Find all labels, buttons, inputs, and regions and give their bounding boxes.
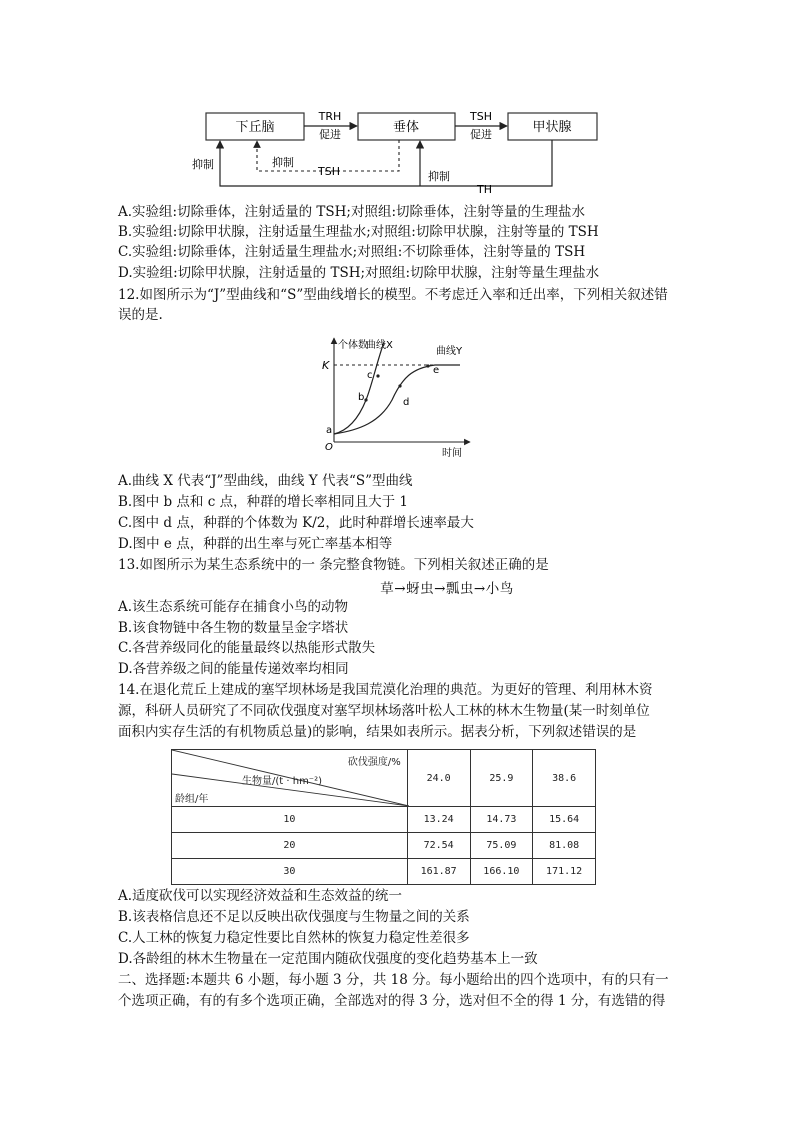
- col-header-2: 25.9: [470, 750, 533, 807]
- q14-option-b: B.该表格信息还不足以反映出砍伐强度与生物量之间的关系: [118, 909, 470, 925]
- q12-option-d: D.图中 e 点，种群的出生率与死亡率基本相等: [118, 536, 393, 552]
- q13-stem: 13.如图所示为某生态系统中的一 条完整食物链。下列相关叙述正确的是: [118, 557, 549, 573]
- q14-option-a: A.适度砍伐可以实现经济效益和生态效益的统一: [118, 888, 403, 904]
- row-age: 20: [172, 833, 408, 859]
- cell: 81.08: [533, 833, 596, 859]
- q13-option-a: A.该生态系统可能存在捕食小鸟的动物: [118, 599, 349, 615]
- section2-line2: 个选项正确，有的有多个选项正确，全部选对的得 3 分，选对但不全的得 1 分，有选错的得: [118, 993, 666, 1009]
- point-b: [364, 398, 367, 401]
- table-header-diagonal-cell: [172, 750, 408, 807]
- q11-option-c: C.实验组:切除垂体，注射适量生理盐水;对照组:不切除垂体，注射等量的 TSH: [118, 244, 586, 260]
- biomass-table: [171, 749, 596, 885]
- cell: 75.09: [470, 833, 533, 859]
- series-label-x: 曲线X: [366, 340, 393, 351]
- q11-option-d: D.实验组:切除甲状腺，注射适量的 TSH;对照组:切除甲状腺，注射等量生理盐水: [118, 265, 600, 281]
- q11-option-b: B.实验组:切除甲状腺，注射适量生理盐水;对照组:切除甲状腺，注射等量的 TSH: [118, 224, 599, 240]
- table-row: [172, 833, 596, 859]
- q13-option-c: C.各营养级同化的能量最终以热能形式散失: [118, 640, 376, 656]
- label-promote-1: 促进: [319, 128, 341, 141]
- col-header-3: 38.6: [533, 750, 596, 807]
- label-inhibit-right: 抑制: [428, 170, 450, 183]
- label-inhibit-left: 抑制: [192, 158, 214, 171]
- th-feedback-line: [220, 140, 552, 186]
- q12-option-a: A.曲线 X 代表“J”型曲线，曲线 Y 代表“S”型曲线: [118, 473, 413, 489]
- header-biomass: 生物量/(t · hm⁻²): [242, 776, 322, 787]
- box-label-hypothalamus: 下丘脑: [235, 120, 275, 135]
- q14-option-d: D.各龄组的林木生物量在一定范围内随砍伐强度的变化趋势基本上一致: [118, 951, 538, 967]
- hormone-regulation-diagram: [0, 0, 794, 200]
- q14-stem-line3: 面积内实存生活的有机物质总量)的影响，结果如表所示。据表分析，下列叙述错误的是: [118, 724, 637, 740]
- point-c: [376, 374, 379, 377]
- food-chain-row: [0, 577, 794, 597]
- population-growth-chart: [300, 330, 500, 465]
- point-label-b: b: [358, 392, 365, 403]
- cell: 13.24: [407, 807, 470, 833]
- cell: 15.64: [533, 807, 596, 833]
- col-header-1: 24.0: [407, 750, 470, 807]
- point-label-c: c: [367, 370, 373, 381]
- label-dashed-tsh: TSH: [318, 165, 340, 178]
- label-promote-2: 促进: [470, 128, 492, 141]
- point-d: [398, 384, 401, 387]
- curve-y-s: [334, 365, 460, 434]
- row-age: 10: [172, 807, 408, 833]
- cell: 171.12: [533, 859, 596, 885]
- series-label-y: 曲线Y: [436, 346, 463, 357]
- point-e: [426, 364, 429, 367]
- q11-option-a: A.实验组:切除垂体，注射适量的 TSH;对照组:切除垂体，注射等量的生理盐水: [118, 204, 586, 220]
- q13-option-d: D.各营养级之间的能量传递效率均相同: [118, 661, 349, 677]
- point-label-d: d: [403, 397, 410, 408]
- k-label: K: [322, 359, 330, 372]
- q12-option-c: C.图中 d 点，种群的个体数为 K/2，此时种群增长速率最大: [118, 515, 474, 531]
- label-dashed-inhibit: 抑制: [272, 156, 294, 169]
- q14-stem-line1: 14.在退化荒丘上建成的塞罕坝林场是我国荒漠化治理的典范。为更好的管理、利用林木资: [118, 682, 653, 698]
- cell: 72.54: [407, 833, 470, 859]
- x-axis-label: 时间: [442, 448, 462, 459]
- y-axis-label: 个体数: [338, 340, 368, 351]
- curve-x-j: [334, 342, 384, 434]
- cell: 166.10: [470, 859, 533, 885]
- box-label-thyroid: 甲状腺: [532, 120, 572, 135]
- header-age-group: 龄组/年: [175, 794, 209, 805]
- box-label-pituitary: 垂体: [392, 120, 420, 135]
- origin-label: O: [325, 442, 333, 453]
- cell: 161.87: [407, 859, 470, 885]
- q12-stem-line1: 12.如图所示为“J”型曲线和“S”型曲线增长的模型。不考虑迁入率和迁出率，下列相关叙述错: [118, 287, 668, 303]
- q12-option-b: B.图中 b 点和 c 点，种群的增长率相同且大于 1: [118, 494, 408, 510]
- label-tsh: TSH: [470, 110, 492, 123]
- table-row: [172, 807, 596, 833]
- row-age: 30: [172, 859, 408, 885]
- label-th: TH: [477, 183, 492, 196]
- q14-stem-line2: 源，科研人员研究了不同砍伐强度对塞罕坝林场落叶松人工林的林木生物量(某一时刻单位: [118, 703, 650, 719]
- label-trh: TRH: [318, 110, 342, 123]
- q14-option-c: C.人工林的恢复力稳定性要比自然林的恢复力稳定性差很多: [118, 930, 470, 946]
- header-cut-intensity: 砍伐强度/%: [347, 757, 401, 768]
- q12-stem-line2: 误的是.: [118, 307, 163, 323]
- section2-line1: 二、选择题:本题共 6 小题，每小题 3 分，共 18 分。每小题给出的四个选项中，有的只有一: [118, 972, 669, 988]
- cell: 14.73: [470, 807, 533, 833]
- q13-option-b: B.该食物链中各生物的数量呈金字塔状: [118, 620, 349, 636]
- food-chain: 草→蚜虫→瓢虫→小鸟: [380, 581, 514, 597]
- point-label-e: e: [433, 365, 440, 376]
- table-row: [172, 859, 596, 885]
- point-label-a: a: [326, 425, 333, 436]
